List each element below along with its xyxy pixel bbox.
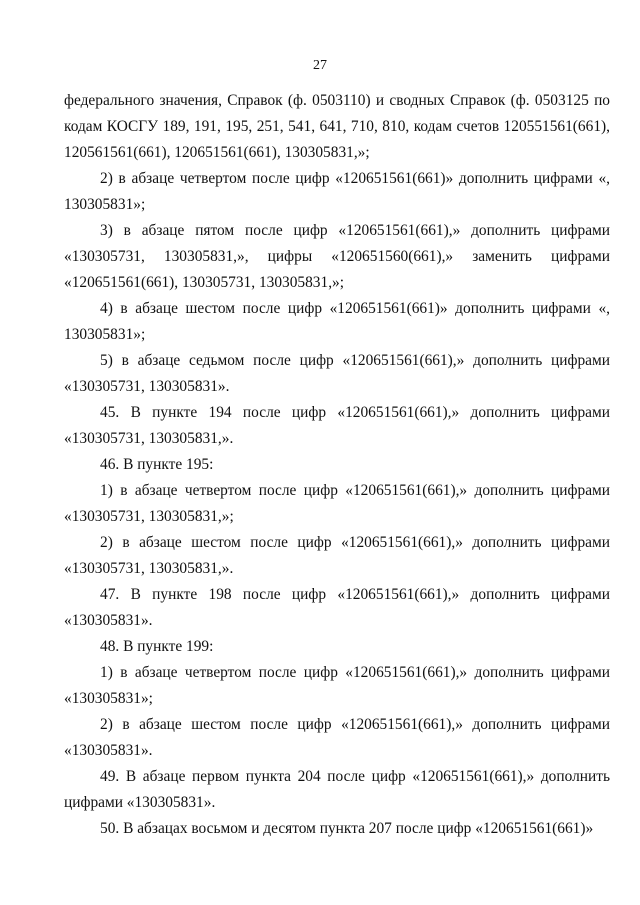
paragraph-point-46-item-1: 1) в абзаце четвертом после цифр «120651561(661),» дополнить цифрами «130305731, 130305831,»; — [64, 482, 610, 525]
paragraph-item-3: 3) в абзаце пятом после цифр «120651561(661),» дополнить цифрами «130305731, 130305831,», цифры «120651560(661),» заменить цифрами «120651561(661), 130305731, 130305831,»; — [64, 222, 610, 291]
paragraph-item-5: 5) в абзаце седьмом после цифр «120651561(661),» дополнить цифрами «130305731, 130305831». — [64, 352, 610, 395]
paragraph-point-47: 47. В пункте 198 после цифр «120651561(661),» дополнить цифрами «130305831». — [64, 586, 610, 629]
paragraph-item-4: 4) в абзаце шестом после цифр «120651561(661)» дополнить цифрами «, 130305831»; — [64, 300, 610, 343]
paragraph-continuation: федерального значения, Справок (ф. 0503110) и сводных Справок (ф. 0503125 по кодам КОСГУ 189, 191, 195, 251, 541, 641, 710, 810, кодам счетов 120551561(661), 120561561(661), 120651561(661), 130305831,»; — [64, 92, 610, 161]
paragraph-point-46-item-2: 2) в абзаце шестом после цифр «120651561(661),» дополнить цифрами «130305731, 130305831,». — [64, 534, 610, 577]
paragraph-point-48-item-2: 2) в абзаце шестом после цифр «120651561(661),» дополнить цифрами «130305831». — [64, 716, 610, 759]
paragraph-point-48: 48. В пункте 199: — [100, 638, 214, 655]
page-number: 27 — [313, 58, 327, 73]
paragraph-point-48-item-1: 1) в абзаце четвертом после цифр «120651561(661),» дополнить цифрами «130305831»; — [64, 664, 610, 707]
paragraph-point-49: 49. В абзаце первом пункта 204 после цифр «120651561(661),» дополнить цифрами «130305831». — [64, 768, 610, 811]
paragraph-point-46: 46. В пункте 195: — [100, 456, 214, 473]
paragraph-point-45: 45. В пункте 194 после цифр «120651561(661),» дополнить цифрами «130305731, 130305831,». — [64, 404, 610, 447]
document-body — [64, 88, 610, 842]
paragraph-point-50: 50. В абзацах восьмом и десятом пункта 207 после цифр «120651561(661)» — [100, 820, 594, 837]
paragraph-item-2: 2) в абзаце четвертом после цифр «120651561(661)» дополнить цифрами «, 130305831»; — [64, 170, 610, 213]
